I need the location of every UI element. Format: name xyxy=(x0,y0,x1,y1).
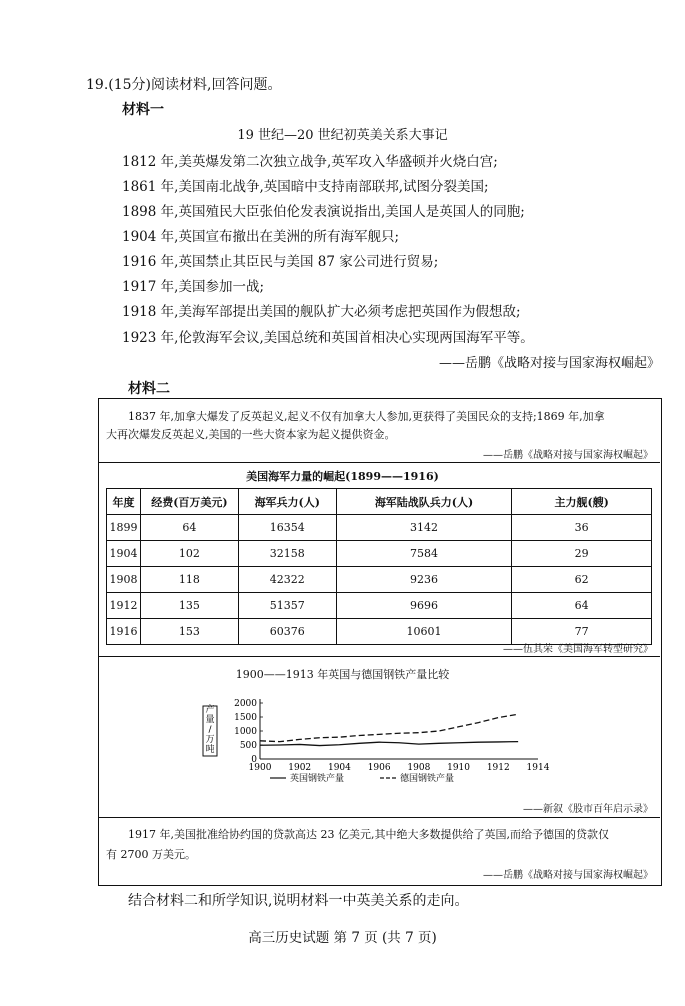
table-cell: 3142 xyxy=(336,515,512,541)
event-line: 1861 年,美国南北战争,英国暗中支持南部联邦,试图分裂美国; xyxy=(122,179,489,195)
material2-para2-source: ——岳鹏《战略对接与国家海权崛起》 xyxy=(483,870,653,881)
event-line: 1923 年,伦敦海军会议,美国总统和英国首相决心实现两国海军平等。 xyxy=(122,330,534,346)
table-source: ——伍其荣《美国海军转型研究》 xyxy=(503,644,653,655)
task-prompt: 结合材料二和所学知识,说明材料一中英美关系的走向。 xyxy=(128,893,469,909)
table-cell: 1916 xyxy=(107,619,141,645)
material2-para1-line1: 1837 年,加拿大爆发了反英起义,起义不仅有加拿大人参加,更获得了美国民众的支持;1869 年,加拿 xyxy=(128,410,605,423)
x-tick-label: 1908 xyxy=(407,763,431,773)
table-cell: 153 xyxy=(140,619,238,645)
y-tick-label: 1500 xyxy=(234,713,257,723)
y-tick-label: 1000 xyxy=(234,727,257,737)
legend-label: 德国钢铁产量 xyxy=(400,774,455,784)
x-tick-label: 1902 xyxy=(288,763,312,773)
navy-table xyxy=(106,488,652,645)
table-cell: 64 xyxy=(512,593,652,619)
material2-para1-source: ——岳鹏《战略对接与国家海权崛起》 xyxy=(483,450,653,461)
plot-area xyxy=(234,699,550,784)
y-tick-label: 0 xyxy=(251,755,257,765)
table-cell: 42322 xyxy=(238,567,336,593)
x-tick-label: 1904 xyxy=(327,763,351,773)
y-tick-label: 2000 xyxy=(234,699,257,709)
y-tick-label: 500 xyxy=(239,741,257,751)
material1-title: 19 世纪—20 世纪初英美关系大事记 xyxy=(237,128,448,143)
divider xyxy=(98,817,660,818)
table-row xyxy=(107,541,652,567)
table-cell: 16354 xyxy=(238,515,336,541)
divider xyxy=(98,462,660,463)
event-line: 1918 年,美海军部提出美国的舰队扩大必须考虑把英国作为假想敌; xyxy=(122,304,521,320)
table-title: 美国海军力量的崛起(1899——1916) xyxy=(246,470,439,483)
table-cell: 9236 xyxy=(336,567,512,593)
table-header-row xyxy=(107,489,652,515)
material2-heading: 材料二 xyxy=(128,381,170,397)
table-cell: 135 xyxy=(140,593,238,619)
x-tick-label: 1912 xyxy=(486,763,510,773)
page-footer: 高三历史试题 第 7 页 (共 7 页) xyxy=(248,930,437,946)
table-cell: 32158 xyxy=(238,541,336,567)
series-line-germany xyxy=(260,714,518,741)
steel-chart xyxy=(200,690,560,790)
table-cell: 10601 xyxy=(336,619,512,645)
table-cell: 62 xyxy=(512,567,652,593)
x-tick-label: 1900 xyxy=(248,763,272,773)
y-axis-label: 产量/万吨 xyxy=(205,705,215,755)
divider xyxy=(98,656,660,657)
header-funding: 经费(百万美元) xyxy=(140,489,238,515)
header-capital-ships: 主力舰(艘) xyxy=(512,489,652,515)
header-year: 年度 xyxy=(107,489,141,515)
x-tick-label: 1906 xyxy=(367,763,391,773)
chart-title: 1900——1913 年英国与德国钢铁产量比较 xyxy=(235,668,450,681)
material2-para2-line2: 有 2700 万美元。 xyxy=(106,848,196,861)
x-tick-label: 1914 xyxy=(526,763,550,773)
table-cell: 118 xyxy=(140,567,238,593)
material1-source: ——岳鹏《战略对接与国家海权崛起》 xyxy=(438,356,660,371)
event-line: 1812 年,美英爆发第二次独立战争,英军攻入华盛顿并火烧白宫; xyxy=(122,154,498,170)
series-line-britain xyxy=(260,742,518,746)
event-line: 1916 年,英国禁止其臣民与美国 87 家公司进行贸易; xyxy=(122,254,439,270)
table-cell: 64 xyxy=(140,515,238,541)
material2-para2-line1: 1917 年,美国批准给协约国的贷款高达 23 亿美元,其中绝大多数提供给了英国,而给予德国的贷款仅 xyxy=(128,828,609,841)
table-cell: 51357 xyxy=(238,593,336,619)
event-line: 1898 年,英国殖民大臣张伯伦发表演说指出,美国人是英国人的同胞; xyxy=(122,204,525,220)
table-row xyxy=(107,593,652,619)
table-row xyxy=(107,567,652,593)
table-cell: 77 xyxy=(512,619,652,645)
table-cell: 9696 xyxy=(336,593,512,619)
table-cell: 36 xyxy=(512,515,652,541)
chart-source: ——新叙《股市百年启示录》 xyxy=(523,804,653,815)
table-cell: 1904 xyxy=(107,541,141,567)
header-navy-personnel: 海军兵力(人) xyxy=(238,489,336,515)
header-marines: 海军陆战队兵力(人) xyxy=(336,489,512,515)
table-cell: 1912 xyxy=(107,593,141,619)
question-number: 19.(15分)阅读材料,回答问题。 xyxy=(86,77,282,93)
table-cell: 1899 xyxy=(107,515,141,541)
material2-para1-line2: 大再次爆发反英起义,美国的一些大资本家为起义提供资金。 xyxy=(106,428,396,441)
table-cell: 1908 xyxy=(107,567,141,593)
x-tick-label: 1910 xyxy=(447,763,471,773)
material1-heading: 材料一 xyxy=(122,102,164,118)
table-cell: 29 xyxy=(512,541,652,567)
event-line: 1917 年,美国参加一战; xyxy=(122,279,264,295)
table-row xyxy=(107,515,652,541)
legend-label: 英国钢铁产量 xyxy=(290,774,345,784)
table-cell: 60376 xyxy=(238,619,336,645)
event-line: 1904 年,英国宣布撤出在美洲的所有海军舰只; xyxy=(122,229,399,245)
table-cell: 102 xyxy=(140,541,238,567)
table-cell: 7584 xyxy=(336,541,512,567)
